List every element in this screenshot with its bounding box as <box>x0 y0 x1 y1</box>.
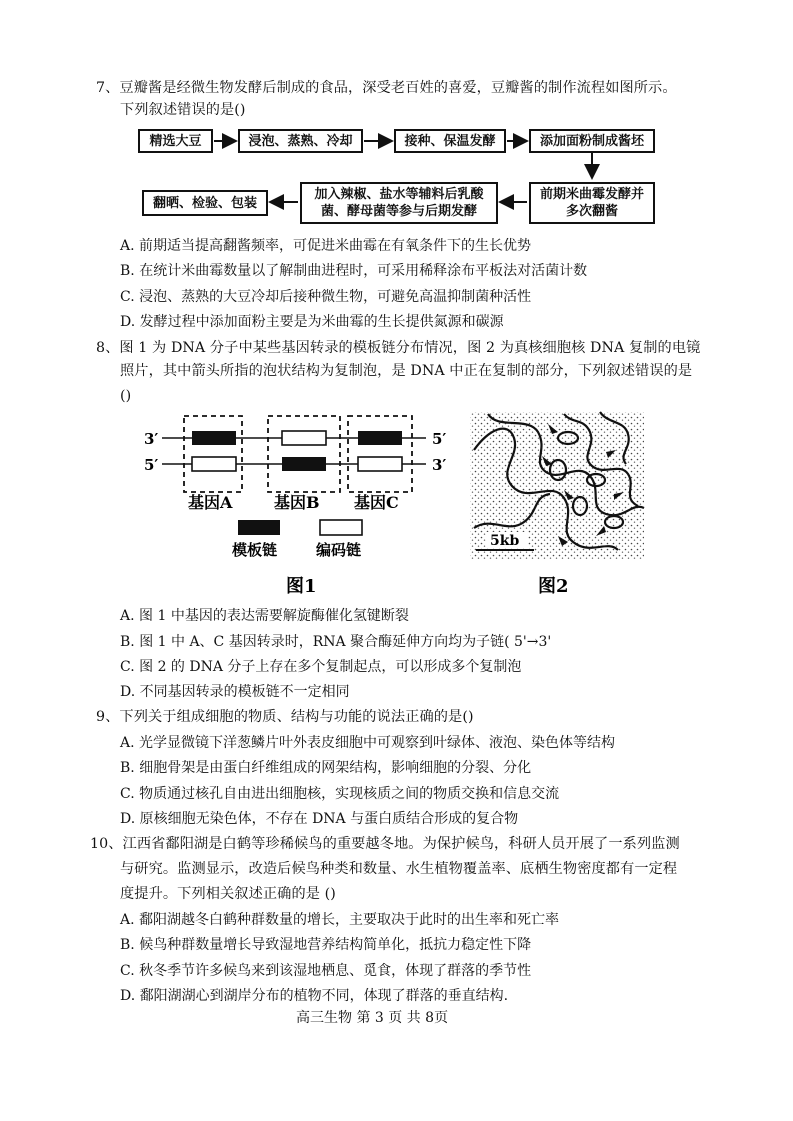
flow-step6-line2: 菌、酵母菌等参与后期发酵 <box>320 204 477 219</box>
gene-c-coding <box>358 457 402 471</box>
legend-coding-label: 编码链 <box>316 541 362 559</box>
fig1-bottom-right-end: 3′ <box>432 456 447 474</box>
q9-option-a: A. 光学显微镜下洋葱鳞片叶外表皮细胞中可观察到叶绿体、液泡、染色体等结构 <box>120 735 616 751</box>
q7-stem-line2: 下列叙述错误的是() <box>120 102 246 118</box>
fig1-bottom-left-end: 5′ <box>144 456 159 474</box>
q8-option-a: A. 图 1 中基因的表达需要解旋酶催化氢键断裂 <box>120 608 409 624</box>
q7-stem-line1: 7、豆瓣酱是经微生物发酵后制成的食品，深受老百姓的喜爱，豆瓣酱的制作流程如图所示。 <box>96 80 677 96</box>
flow-step-dry-check-pack: 翻晒、检验、包装 <box>142 190 268 216</box>
flow-step-later-fermentation <box>300 182 498 224</box>
legend-template-swatch <box>238 520 280 535</box>
q10-option-d: D. 鄱阳湖湖心到湖岸分布的植物不同，体现了群落的垂直结构. <box>120 988 509 1004</box>
q8-stem-line1: 8、图 1 为 DNA 分子中某些基因转录的模板链分布情况，图 2 为真核细胞核 DNA 复制的电镜 <box>96 340 701 356</box>
fig2-caption: 图2 <box>538 576 569 597</box>
gene-a-coding <box>192 457 236 471</box>
q8-stem-line3: () <box>120 388 132 404</box>
q10-stem-line3: 度提升。下列相关叙述正确的是 () <box>120 886 336 902</box>
scale-bar-label: 5kb <box>490 533 520 549</box>
gene-a-template <box>192 431 236 445</box>
figure-1 <box>136 410 456 615</box>
flow-step-add-flour: 添加面粉制成酱坯 <box>529 129 655 153</box>
gene-b-coding <box>282 431 326 445</box>
flow-step5-line2: 多次翻酱 <box>565 204 618 219</box>
flow-step-inoculate: 接种、保温发酵 <box>394 129 506 153</box>
gene-a-box <box>184 416 242 492</box>
flow-step-soak-steam-cool: 浸泡、蒸熟、冷却 <box>238 129 363 153</box>
q7-option-b: B. 在统计米曲霉数量以了解制曲进程时，可采用稀释涂布平板法对活菌计数 <box>120 263 588 279</box>
q9-stem: 9、下列关于组成细胞的物质、结构与功能的说法正确的是() <box>96 709 474 725</box>
q10-option-c: C. 秋冬季节许多候鸟来到该湿地栖息、觅食，体现了群落的季节性 <box>120 963 532 979</box>
gene-c-label: 基因C <box>354 493 399 512</box>
q10-stem-line2: 与研究。监测显示，改造后候鸟种类和数量、水生植物覆盖率、底栖生物密度都有一定程 <box>120 861 678 877</box>
flow-step-select-soybean: 精选大豆 <box>138 129 213 153</box>
q7-option-d: D. 发酵过程中添加面粉主要是为米曲霉的生长提供氮源和碳源 <box>120 314 504 330</box>
legend-template-label: 模板链 <box>232 541 278 559</box>
gene-b-template <box>282 457 326 471</box>
legend-coding-swatch <box>320 520 362 535</box>
gene-c-box <box>348 416 412 492</box>
flow-step6-line1: 加入辣椒、盐水等辅料后乳酸 <box>314 187 484 202</box>
fig1-top-right-end: 5′ <box>432 430 447 448</box>
q9-option-d: D. 原核细胞无染色体，不存在 DNA 与蛋白质结合形成的复合物 <box>120 811 519 827</box>
figure-2 <box>468 410 648 600</box>
flow-step5-line1: 前期米曲霉发酵并 <box>539 187 644 202</box>
gene-b-box <box>268 416 340 492</box>
q8-stem-line2: 照片，其中箭头所指的泡状结构为复制泡，是 DNA 中正在复制的部分，下列叙述错误的是 <box>120 363 693 379</box>
q7-option-c: C. 浸泡、蒸熟的大豆冷却后接种微生物，可避免高温抑制菌种活性 <box>120 289 532 305</box>
q10-stem-line1: 10、江西省鄱阳湖是白鹤等珍稀候鸟的重要越冬地。为保护候鸟，科研人员开展了一系列监测 <box>90 836 680 852</box>
q8-option-b: B. 图 1 中 A、C 基因转录时，RNA 聚合酶延伸方向均为子链( 5'→3' <box>120 634 552 650</box>
q10-option-a: A. 鄱阳湖越冬白鹤种群数量的增长，主要取决于此时的出生率和死亡率 <box>120 912 560 928</box>
q9-option-c: C. 物质通过核孔自由进出细胞核，实现核质之间的物质交换和信息交流 <box>120 786 560 802</box>
fig1-caption: 图1 <box>286 576 317 597</box>
gene-c-template <box>358 431 402 445</box>
q9-option-b: B. 细胞骨架是由蛋白纤维组成的网架结构，影响细胞的分裂、分化 <box>120 760 532 776</box>
fig1-top-left-end: 3′ <box>144 430 159 448</box>
q7-option-a: A. 前期适当提高翻酱频率，可促进米曲霉在有氧条件下的生长优势 <box>120 238 532 254</box>
q8-option-d: D. 不同基因转录的模板链不一定相同 <box>120 684 350 700</box>
flow-step-early-fermentation <box>529 182 655 224</box>
gene-b-label: 基因B <box>274 493 320 512</box>
gene-a-label: 基因A <box>188 493 233 512</box>
q8-option-c: C. 图 2 的 DNA 分子上存在多个复制起点，可以形成多个复制泡 <box>120 659 522 675</box>
q10-option-b: B. 候鸟种群数量增长导致湿地营养结构简单化，抵抗力稳定性下降 <box>120 937 532 953</box>
page-footer: 高三生物 第 3 页 共 8页 <box>296 1010 449 1026</box>
